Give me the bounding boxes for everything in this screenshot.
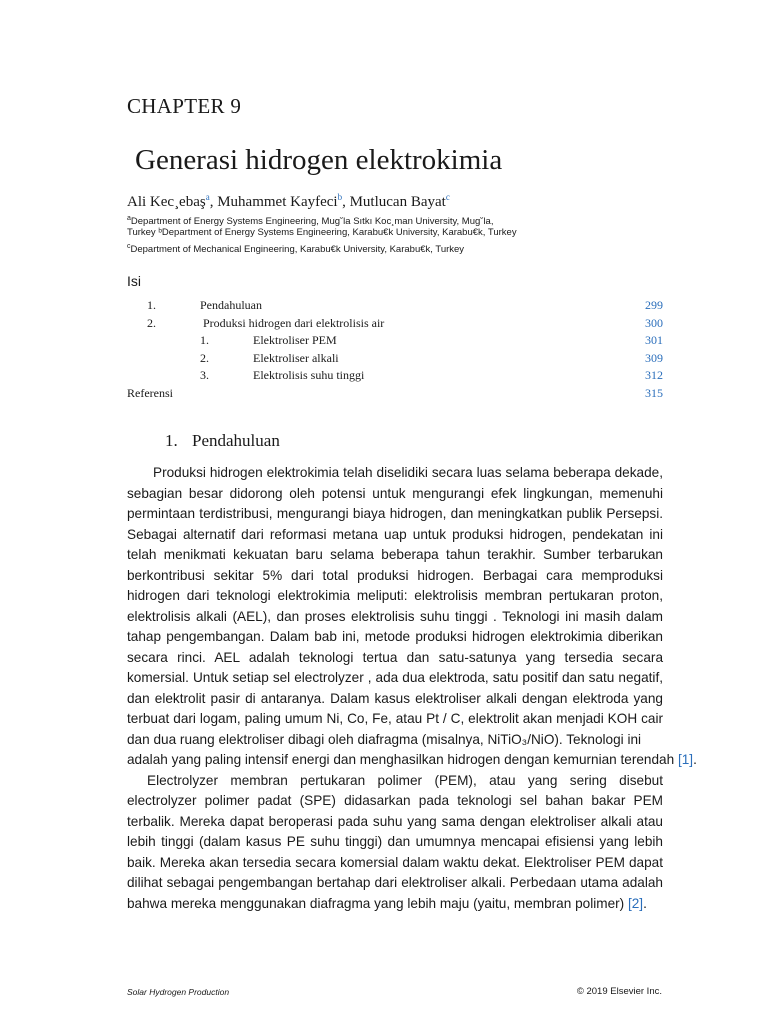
author-separator: , xyxy=(209,194,218,210)
chapter-label: CHAPTER 9 xyxy=(127,94,242,118)
toc-page-link[interactable]: 301 xyxy=(645,333,663,347)
toc-entry[interactable] xyxy=(127,368,663,386)
author-affiliation-mark[interactable]: a xyxy=(205,192,210,202)
affiliation-text: Department of Energy Systems Engineering, Mug˘la Sıtkı Koc¸man University, Mug˘la, xyxy=(130,216,494,228)
toc-label: Produksi hidrogen dari elektrolisis air xyxy=(203,315,385,330)
paragraph-text: adalah yang paling intensif energi dan menghasilkan hidrogen dengan kemurnian terendah xyxy=(127,752,675,767)
toc-label: Referensi xyxy=(127,385,173,400)
paragraph-text: Electrolyzer membran pertukaran polimer (PEM), atau yang sering disebut electrolyzer polimer padat (SPE) didasarkan pada teknologi sel bahan bakar PEM terbalik. Mereka dapat beroperasi pada suhu yang sama dengan elektroliser alkali atau lebih tinggi (dalam kasus PE suhu tinggi) dan umumnya mencapai efisiensi yang lebih baik. Mereka akan tersedia secara komersial dalam waktu dekat. Elektroliser PEM dapat dilihat sebagai pengembangan bertahap dari elektroliser alkali. Perbedaan utama adalah bahwa mereka menggunakan diafragma yang lebih maju (yaitu, membran polimer) xyxy=(127,772,663,911)
affiliation-line xyxy=(127,226,687,240)
toc-number: 3. xyxy=(200,368,209,382)
section-number: 1. xyxy=(165,431,178,450)
toc-page-link[interactable]: 315 xyxy=(645,385,663,400)
toc-number: 2. xyxy=(147,315,156,330)
toc-entry[interactable] xyxy=(127,298,663,316)
author-separator: , xyxy=(342,194,350,210)
author-name: Muhammet Kayfeci xyxy=(217,194,338,210)
author-list xyxy=(127,192,450,211)
section-title: Pendahuluan xyxy=(192,431,280,450)
affiliation-mark: a xyxy=(127,215,131,222)
toc-label: Elektroliser PEM xyxy=(253,333,337,347)
toc-page-link[interactable]: 300 xyxy=(645,315,663,330)
author-affiliation-mark[interactable]: c xyxy=(445,192,450,202)
toc-label: Elektrolisis suhu tinggi xyxy=(253,368,365,382)
contents-heading: Isi xyxy=(127,273,141,289)
paragraph-last-line: adalah yang paling intensif energi dan menghasilkan hidrogen dengan kemurnian terendah [1]. xyxy=(127,752,697,767)
toc-entry[interactable] xyxy=(127,316,663,334)
affiliation-line xyxy=(127,240,687,257)
toc-label: Pendahuluan xyxy=(200,298,262,312)
citation-link[interactable]: [1] xyxy=(677,752,694,767)
toc-number: 1. xyxy=(147,298,156,312)
author-name: Ali Kec¸ebaş xyxy=(127,194,206,210)
toc-page-link[interactable]: 309 xyxy=(645,350,663,365)
citation-link[interactable]: [2] xyxy=(627,895,644,911)
toc-page-link[interactable]: 312 xyxy=(645,368,663,382)
affiliation-text: Department of Mechanical Engineering, Karabu€k University, Karabu€k, Turkey xyxy=(130,244,465,256)
book-title-footer: Solar Hydrogen Production xyxy=(127,987,230,997)
copyright-footer: © 2019 Elsevier Inc. xyxy=(576,986,662,997)
toc-label: Elektroliser alkali xyxy=(253,350,339,365)
toc-page-link[interactable]: 299 xyxy=(645,298,663,312)
toc-number: 1. xyxy=(200,333,209,347)
author-affiliation-mark[interactable]: b xyxy=(337,192,343,202)
affiliation-mark: c xyxy=(127,243,131,250)
affiliation-text: Turkey ᵇDepartment of Energy Systems Engineering, Karabu€k University, Karabu€k, Turkey xyxy=(127,227,517,238)
paragraph-text: Electrolyzer membran pertukaran polimer (PEM), atau yang sering disebut electrolyzer polimer padat (SPE) didasarkan pada teknologi sel bahan bakar PEM terbalik. Mereka dapat beroperasi pada suhu yang sama dengan elektroliser alkali atau lebih tinggi (dalam kasus PE suhu tinggi) dan umumnya mencapai efisiensi yang lebih baik. Mereka akan tersedia secara komersial dalam waktu dekat. Elektroliser PEM dapat dilihat sebagai pengembangan bertahap dari elektroliser alkali. Perbedaan utama adalah bahwa mereka menggunakan diafragma yang lebih maju (yaitu, membran polimer) [2]. xyxy=(127,772,663,911)
table-of-contents xyxy=(127,298,663,403)
chapter-title: Generasi hidrogen elektrokimia xyxy=(135,144,503,176)
toc-entry[interactable] xyxy=(127,386,663,404)
paragraph-text: Produksi hidrogen elektrokimia telah diselidiki secara luas selama beberapa dekade, sebagian besar didorong oleh potensi untuk mengurangi efek lingkungan, memenuhi permintaan terdistribusi, mengurangi biaya hidrogen, dan meningkatkan publik Persepsi. Sebagai alternatif dari reformasi metana uap untuk produksi hidrogen, pendekatan ini telah menikmati kekuatan baru selama beberapa tahun terakhir. Sumber terbarukan berkontribusi sekitar 5% dari total produksi hidrogen. Berbagai cara memproduksi hidrogen dari teknologi elektrokimia meliputi: elektrolisis membran pertukaran proton, elektrolisis alkali (AEL), dan proses elektrolisis suhu tinggi . Teknologi ini masih dalam tahap pengembangan. Dalam bab ini, metode produksi hidrogen elektrokimia diberikan secara rinci. AEL adalah teknologi tertua dan satu-satunya yang tersedia secara komersial. Untuk setiap sel electrolyzer , ada dua elektroda, satu positif dan satu negatif, dan elektrolit pasir di antaranya. Dalam kasus elektroliser alkali dengan elektroda yang terbuat dari logam, paling umum Ni, Co, Fe, atau Pt / C, elektrolit akan menjadi KOH cair dan dua ruang elektroliser dibagi oleh diafragma (misalnya, NiTiO₃/NiO). Teknologi ini xyxy=(127,465,663,747)
toc-number: 2. xyxy=(200,350,209,365)
toc-entry[interactable] xyxy=(127,351,663,369)
section-heading xyxy=(165,431,280,451)
author-name: Mutlucan Bayat xyxy=(349,194,446,210)
body-paragraph xyxy=(127,463,697,914)
toc-entry[interactable] xyxy=(127,333,663,351)
